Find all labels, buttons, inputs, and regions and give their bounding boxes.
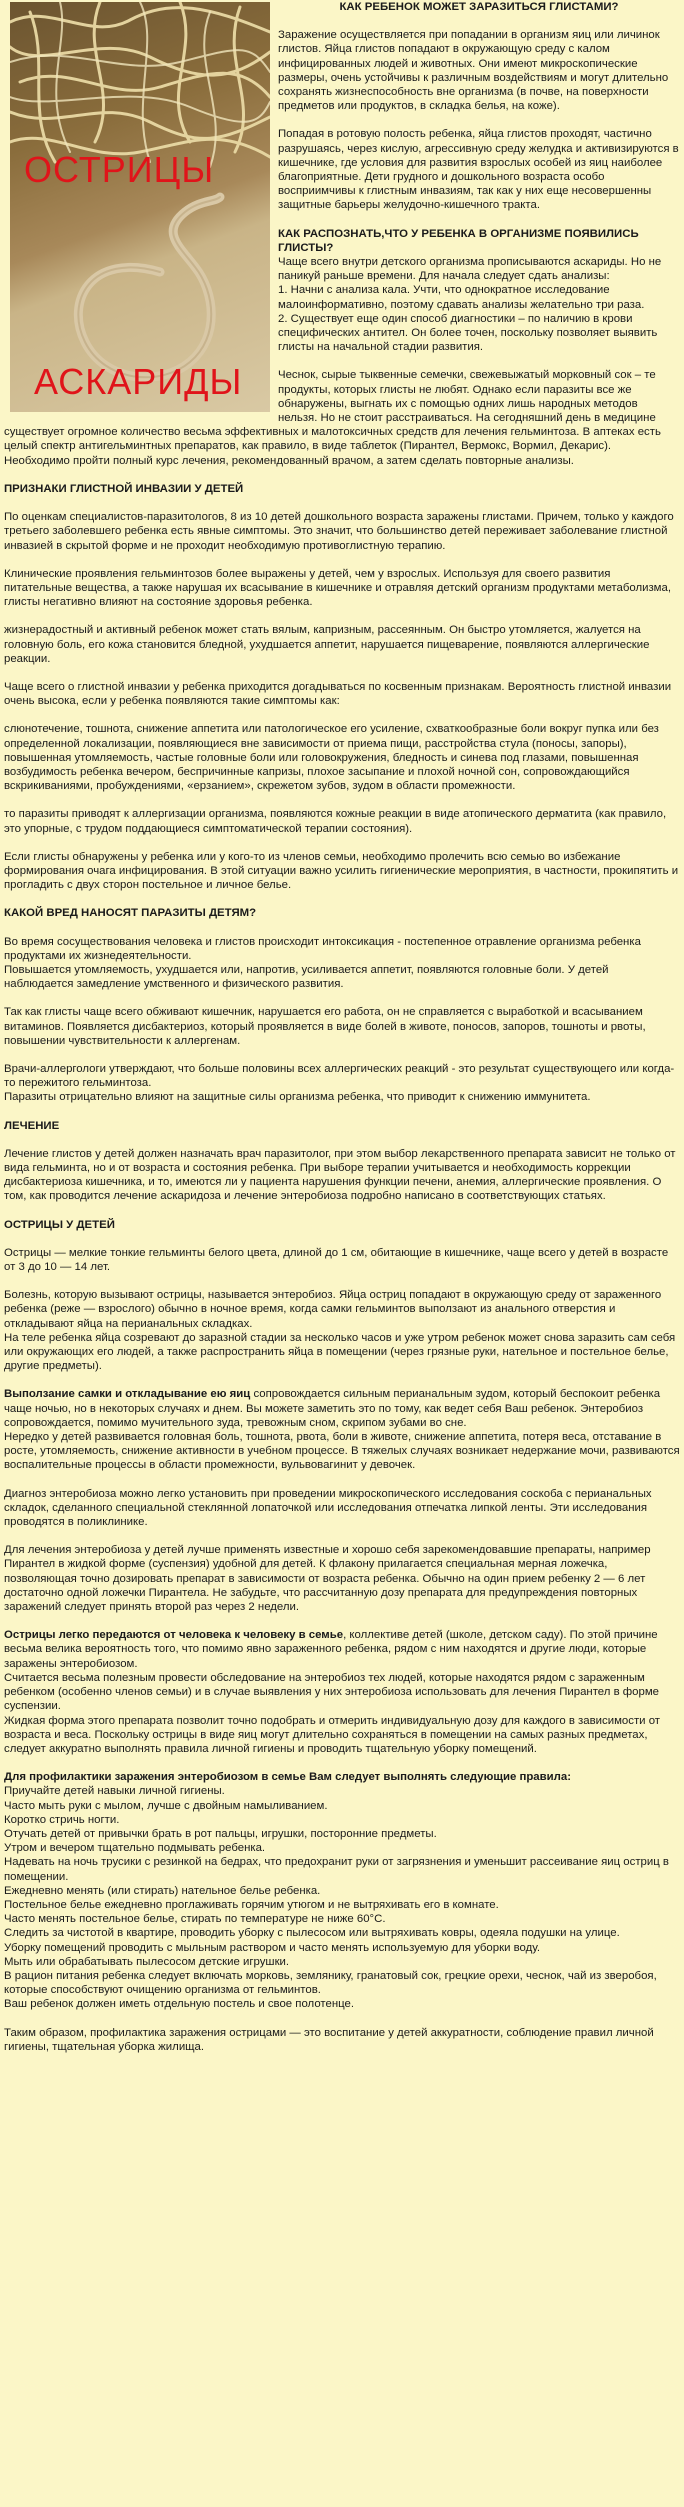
pinworms-paragraph: Считается весьма полезным провести обследование на энтеробиоз тех людей, которые находятся рядом с зараженным ребенком (особенно членов семьи) и в случае выявления у них энтеробиоза использовать для лечения Пирантел в форме суспензии. — [4, 1671, 659, 1713]
treatment-heading: ЛЕЧЕНИЕ — [4, 1119, 60, 1132]
itch-lead: Выползание самки и откладывание ею яиц — [4, 1388, 251, 1401]
pinworms-itch-paragraph — [4, 1387, 680, 1430]
signs-paragraph: Клинические проявления гельминтозов более выражены у детей, чем у взрослых. Используя для своего развития питательные вещества, а также нарушая их всасывание в кишечнике и отравляя детский организм продуктами метаболизма, глисты негативно влияют на состояние здоровья ребенка. — [4, 567, 672, 609]
pinworms-photo-label: ОСТРИЦЫ — [24, 149, 215, 190]
recognize-line: 2. Существует еще один способ диагностики – по наличию в крови специфических антител. Он более точен, поскольку позволяет выявить глисты на начальной стадии развития. — [278, 312, 658, 354]
worms-photo — [10, 2, 270, 412]
recognize-line: Чаще всего внутри детского организма прописываются аскариды. Но не паникуй раньше времени. Для начала следует сдать анализы: — [278, 256, 662, 283]
harm-line: Врачи-аллергологи утверждают, что больше половины всех аллергических реакций - это результат существующего или когда-то пережитого гельминтоза. — [4, 1062, 675, 1090]
signs-paragraph: то паразиты приводят к аллергизации организма, появляются кожные реакции в виде атопического дерматита (как правило, это упорные, с трудом поддающиеся симптоматической терапии состояния). — [4, 808, 667, 835]
harm-line: Во время сосуществования человека и глистов происходит интоксикация - постепенное отравление организма ребенка продуктами их жизнедеятельности. — [4, 935, 641, 962]
prevention-rule: Ваш ребенок должен иметь отдельную постель и свое полотенце. — [4, 1998, 355, 2011]
harm-line: Паразиты отрицательно влияют на защитные силы организма ребенка, что приводит к снижению иммунитета. — [4, 1091, 591, 1104]
prevention-heading: Для профилактики заражения энтеробиозом в семье Вам следует выполнять следующие правила: — [4, 1771, 571, 1784]
prevention-rule: Уборку помещений проводить с мыльным раствором и часто менять используемую для уборки воду. — [4, 1941, 540, 1954]
prevention-rule: Постельное белье ежедневно проглаживать горячим утюгом и не вытряхивать его в комнате. — [4, 1898, 499, 1911]
prevention-rule: Мыть или обрабатывать пылесосом детские игрушки. — [4, 1955, 290, 1968]
pinworms-transmission-paragraph — [4, 1628, 680, 1671]
worms-illustration — [10, 2, 270, 412]
signs-paragraph: Если глисты обнаружены у ребенка или у кого-то из членов семьи, необходимо пролечить всю семью во избежание формирования очага инфицирования. В этой ситуации важно усилить гигиенические мероприятия, в частности, прокипятить и прогладить с двух сторон постельное и личное белье. — [4, 850, 679, 892]
prevention-rule: Следить за чистотой в квартире, проводить уборку с пылесосом или вытряхивать ковры, одеяла подушки на улице. — [4, 1927, 620, 1940]
recognize-line: 1. Начни с анализа кала. Учти, что однократное исследование малоинформативно, поэтому сдавать анализы желательно три раза. — [278, 284, 645, 311]
recognize-treatment: Чеснок, сырые тыквенные семечки, свежевыжатый морковный сок – те продукты, которых глисты не любят. Однако если паразиты все же обнаружены, выгнать их с помощью одних лишь народных методов нельзя. Но не стоит расстраиваться. На сегодняшний день в медицине существует огромное количество весьма эффективных и малотоксичных средств для лечения гельминтоза. В аптеках есть целый спектр антигельминтных препаратов, как правило, в виде таблеток (Пирантел, Вермокс, Вормил, Декарис). Необходимо пройти полный курс лечения, рекомендованный врачом, а затем сделать повторные анализы. — [4, 369, 661, 467]
prevention-rule: Часто мыть руки с мылом, лучше с двойным намыливанием. — [4, 1799, 328, 1812]
signs-paragraph: слюнотечение, тошнота, снижение аппетита или патологическое его усиление, схваткообразные боли вокруг пупка или без определенной локализации, появляющиеся вне зависимости от приема пищи, расстройства стула (поносы, запоры), повышенная утомляемость, частые головные боли или головокружения, бледность и синева под глазами, повышенная возбудимость ребенка вечером, беспричинные капризы, плохое засыпание и плохой ночной сон, сопровождающийся вскрикиваниями, пробуждениями, «ерзанием», скрежетом зубов, зудом в области промежности. — [4, 723, 659, 793]
pinworms-paragraph: Для лечения энтеробиоза у детей лучше применять известные и хорошо себя зарекомендовавшие препараты, например Пирантел в жидкой форме (суспензия) удобной для детей. К флакону прилагается специальная мерная ложечка, позволяющая точно дозировать препарат в зависимости от возраста ребенка. Обычно на один прием ребенку 2 — 6 лет достаточно одной ложечки Пирантела. Не забудьте, что рассчитанную дозу препарата для предупреждения повторных заражений следует принять второй раз через 2 недели. — [4, 1544, 651, 1614]
prevention-rules — [4, 1784, 680, 2011]
signs-heading: ПРИЗНАКИ ГЛИСТНОЙ ИНВАЗИИ У ДЕТЕЙ — [4, 482, 244, 495]
transmission-lead: Острицы легко передаются от человека к человеку в семье — [4, 1629, 344, 1642]
pinworms-paragraph: Диагноз энтеробиоза можно легко установить при проведении микроскопического исследования соскоба с перианальных складок, сделанного специальной стеклянной лопаточкой или исследования отпечатка липкой ленты. Эти исследования проводятся в поликлинике. — [4, 1487, 652, 1529]
signs-paragraph: Чаще всего о глистной инвазии у ребенка приходится догадываться по косвенным признакам. Вероятность глистной инвазии очень высока, если у ребенка появляются такие симптомы как: — [4, 680, 672, 708]
prevention-rule: Часто менять постельное белье, стирать по температуре не ниже 60°С. — [4, 1913, 386, 1926]
harm-heading: КАКОЙ ВРЕД НАНОСЯТ ПАРАЗИТЫ ДЕТЯМ? — [4, 907, 257, 920]
pinworms-heading: ОСТРИЦЫ У ДЕТЕЙ — [4, 1218, 115, 1231]
pinworms-paragraph: Жидкая форма этого препарата позволит точно подобрать и отмерить индивидуальную дозу для каждого в зависимости от возраста и веса. Поскольку острицы в виде яиц могут длительно сохраняться в помещении на самых разных предметах, следует аккуратно выполнять правила личной гигиены и проводить тщательную уборку помещений. — [4, 1714, 660, 1755]
harm-line: Повышается утомляемость, ухудшается или, напротив, усиливается аппетит, появляются головные боли. У детей наблюдается замедление умственного и физического развития. — [4, 963, 609, 991]
intro-paragraph: Заражение осуществляется при попадании в организм яиц или личинок глистов. Яйца глистов попадают в окружающую среду с калом инфицированных людей и животных. Они имеют микроскопические размеры, очень устойчивы к различным воздействиям и могут длительно сохранять жизнеспособность вне организма (в почве, на поверхности предметов или продуктов, в складка белья, на коже). — [278, 29, 669, 113]
signs-paragraph: жизнерадостный и активный ребенок может стать вялым, капризным, рассеянным. Он быстро утомляется, жалуется на головную боль, его кожа становится бледной, ухудшается аппетит, нарушается пищеварение, появляются аллергические реакции. — [4, 624, 650, 665]
pinworms-paragraph: Болезнь, которую вызывают острицы, называется энтеробиоз. Яйца остриц попадают в окружающую среду от зараженного ребенка (реже — взрослого) обычно в ночное время, когда самки гельминтов выползают из анального отверстия и откладывают яйца на перианальных складках. — [4, 1289, 662, 1330]
transmission-text: , коллективе детей (школе, детском саду). По этой причине весьма велика вероятность того, что помимо явно зараженного ребенка, рядом с ним находятся и другие люди, которые заражены энтеробиозом. — [4, 1629, 658, 1670]
prevention-rule: Приучайте детей навыки личной гигиены. — [4, 1785, 225, 1798]
prevention-rule: Утром и вечером тщательно подмывать ребенка. — [4, 1842, 266, 1855]
prevention-rule: Ежедневно менять (или стирать) нательное белье ребенка. — [4, 1884, 321, 1897]
prevention-rule: Надевать на ночь трусики с резинкой на бедрах, что предохранит руки от загрязнения и уменьшит рассеивание яиц остриц в помещении. — [4, 1856, 669, 1883]
signs-paragraph: По оценкам специалистов-паразитологов, 8 из 10 детей дошкольного возраста заражены глистами. Причем, только у каждого третьего заболевшего ребенка есть явные симптомы. Это значит, что большинство детей переживает заболевание глистной инвазией в скрытой форме и не проходит необходимую противоглистную терапию. — [4, 511, 674, 552]
harm-paragraph: Так как глисты чаще всего обживают кишечник, нарушается его работа, он не справляется с выработкой и всасыванием витаминов. Появляется дисбактериоз, который проявляется в виде болей в животе, поносов, запоров, тошноты и рвоты, повышении чувствительности к аллергенам. — [4, 1006, 646, 1047]
prevention-rule: Коротко стричь ногти. — [4, 1813, 120, 1826]
prevention-rule: Отучать детей от привычки брать в рот пальцы, игрушки, посторонние предметы. — [4, 1827, 437, 1840]
article-title: КАК РЕБЕНОК МОЖЕТ ЗАРАЗИТЬСЯ ГЛИСТАМИ? — [339, 1, 619, 13]
pinworms-paragraph: На теле ребенка яйца созревают до заразной стадии за несколько часов и уже утром ребенок может снова заразить сам себя или окружающих его людей, а также распространить яйца в помещении (через грязные руки, нательное и постельное белье, другие предметы). — [4, 1331, 676, 1373]
pinworms-paragraph: Острицы — мелкие тонкие гельминты белого цвета, длиной до 1 см, обитающие в кишечнике, чаще всего у детей в возрасте от 3 до 10 — 14 лет. — [4, 1246, 669, 1274]
roundworms-photo-label: АСКАРИДЫ — [34, 361, 243, 402]
treatment-paragraph: Лечение глистов у детей должен назначать врач паразитолог, при этом выбор лекарственного препарата зависит не только от вида гельминта, но и от возраста и состояния ребенка. При выборе терапии учитывается и необходимость коррекции дисбактериоза кишечника, и то, имеются ли у пациента нарушения функции печени, анемия, аллергические проявления. О том, как проводится лечение аскаридоза и лечение энтеробиоза подробно написано в соответствующих статьях. — [4, 1147, 676, 1203]
itch-text: сопровождается сильным перианальным зудом, который беспокоит ребенка чаще ночью, но в некоторых случаях и днем. Вы можете заметить это по тому, как ведет себя Ваш ребенок. Энтеробиоз сопровождается, помимо мучительного зуда, тревожным сном, скрипом зубами во сне. — [4, 1388, 661, 1429]
recognize-heading: КАК РАСПОЗНАТЬ,ЧТО У РЕБЕНКА В ОРГАНИЗМЕ ПОЯВИЛИСЬ ГЛИСТЫ? — [278, 227, 639, 254]
prevention-conclusion: Таким образом, профилактика заражения острицами — это воспитание у детей аккуратности, соблюдение правил личной гигиены, тщательная уборка жилища. — [4, 2026, 654, 2053]
pinworms-paragraph: Нередко у детей развивается головная боль, тошнота, рвота, боли в животе, снижение аппетита, потеря веса, отставание в росте, утомляемость, снижение активности в учебном процессе. В тяжелых случаях возникает недержание мочи, развиваются воспалительные процессы в области промежности, вульвовагинит у девочек. — [4, 1431, 680, 1472]
prevention-rule: В рацион питания ребенка следует включать морковь, землянику, гранатовый сок, грецкие орехи, чеснок, чай из зверобоя, которые способствуют очищению организма от гельминтов. — [4, 1969, 657, 1997]
intro-paragraph: Попадая в ротовую полость ребенка, яйца глистов проходят, частично разрушаясь, через кислую, агрессивную среду желудка и активизируются в кишечнике, где условия для развития взрослых особей из яиц наиболее благоприятные. Дети грудного и дошкольного возраста особо восприимчивы к глистным инвазиям, так как у них еще несовершенны защитные барьеры желудочно-кишечного тракта. — [278, 128, 679, 212]
